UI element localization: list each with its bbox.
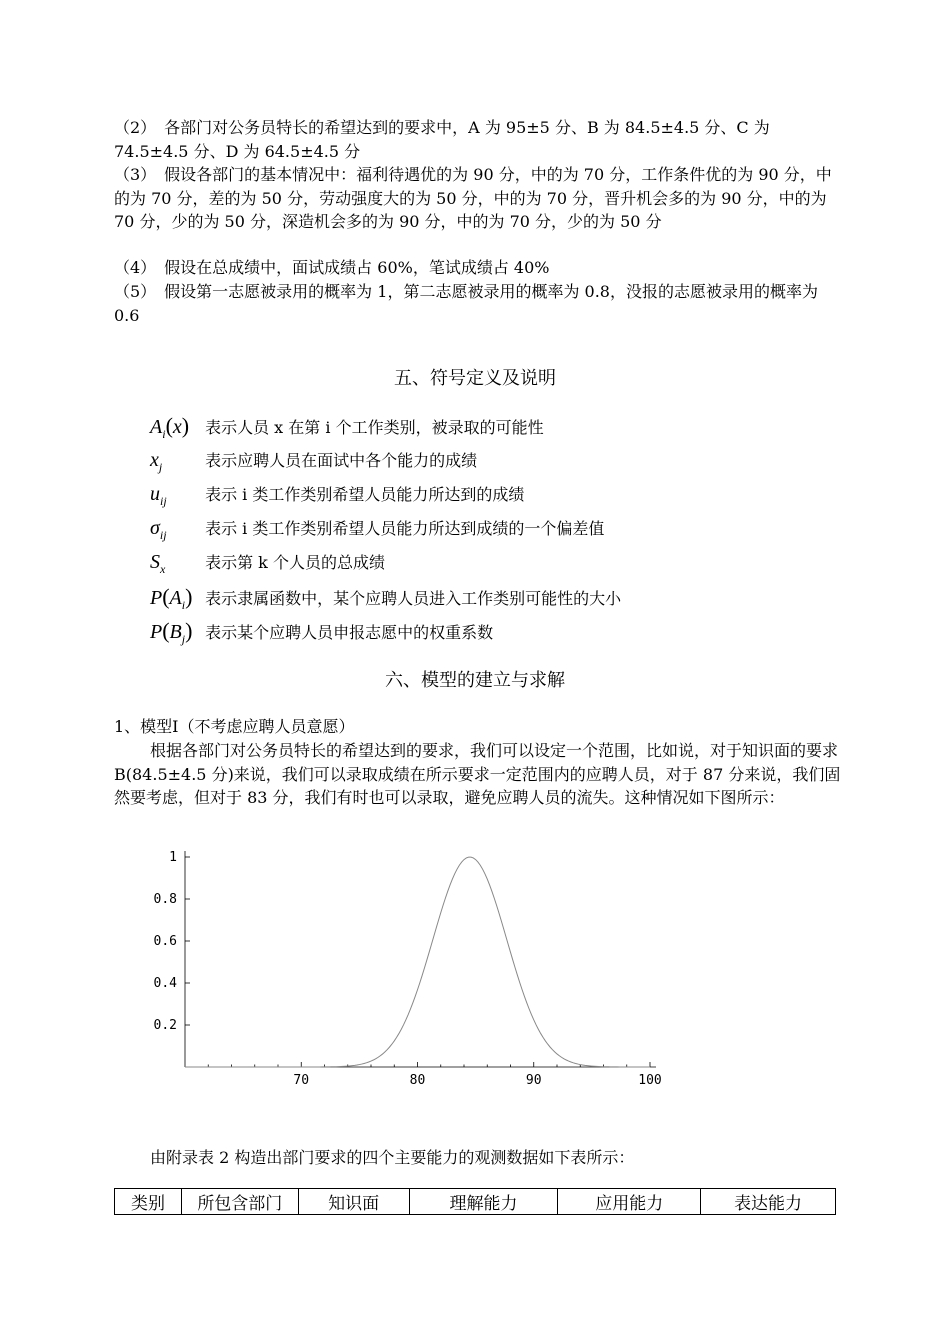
- symbol-row: [150, 448, 477, 480]
- symbol-row: [150, 550, 385, 582]
- x-tick-label: 80: [409, 1073, 426, 1088]
- x-tick-label: 90: [525, 1073, 542, 1088]
- symbol-row: [150, 482, 524, 514]
- header-cell: 所包含部门: [181, 1189, 298, 1215]
- x-tick-label: 100: [638, 1073, 662, 1088]
- y-tick-label: 0.8: [153, 892, 177, 907]
- symbol-desc: 表示某个应聘人员申报志愿中的权重系数: [205, 623, 494, 642]
- chart-axes: [185, 851, 656, 1067]
- assumption-4: （4） 假设在总成绩中，面试成绩占 60%，笔试成绩占 40%: [114, 258, 550, 277]
- assumption-3: （3） 假设各部门的基本情况中：福利待遇优的为 90 分，中的为 70 分，工作条件优的为 90 分，中的为 70 分，差的为 50 分，劳动强度大的为 50 分，中的为 70 分，晋升机会多的为 90 分，中的为 70 分，少的为 50 分，深造机会多的为 90 分，中的为 70 分，少的为 50 分: [114, 165, 832, 231]
- table-header-row: [115, 1189, 836, 1215]
- symbol-u-ij: $u_{ij}$: [150, 483, 167, 508]
- header-cell: 类别: [115, 1189, 182, 1215]
- section-title-model: 六、模型的建立与求解: [385, 670, 565, 691]
- header-cell: 应用能力: [558, 1189, 701, 1215]
- ability-table: [114, 1188, 836, 1215]
- header-cell: 知识面: [298, 1189, 409, 1215]
- symbol-row: [150, 584, 621, 616]
- symbol-sigma-ij: $\sigma_{ij}$: [150, 517, 167, 542]
- symbol-x-j: $x_j$: [150, 449, 163, 474]
- membership-chart: [140, 845, 680, 1095]
- symbol-desc: 表示 i 类工作类别希望人员能力所达到的成绩: [205, 485, 525, 504]
- symbol-desc: 表示应聘人员在面试中各个能力的成绩: [205, 451, 478, 470]
- header-cell: 表达能力: [701, 1189, 836, 1215]
- y-tick-label: 0.6: [153, 934, 177, 949]
- symbol-a-i-x: $A_i(x)$: [150, 413, 190, 441]
- model-paragraph: 根据各部门对公务员特长的希望达到的要求，我们可以设定一个范围，比如说，对于知识面的要求 B(84.5±4.5 分)来说，我们可以录取成绩在所示要求一定范围内的应聘人员，对于 87 分来说，我们固然要考虑，但对于 83 分，我们有时也可以录取，避免应聘人员的流失。这种情况如下图所示：: [114, 741, 841, 807]
- symbol-desc: 表示隶属函数中，某个应聘人员进入工作类别可能性的大小: [205, 589, 622, 608]
- symbol-desc: 表示第 k 个人员的总成绩: [205, 553, 385, 572]
- symbol-row: [150, 413, 544, 445]
- y-tick-label: 1: [169, 850, 177, 865]
- symbol-p-b-j: $P(B_j)$: [150, 618, 193, 646]
- section-title-symbols: 五、符号定义及说明: [394, 368, 556, 389]
- table-intro: 由附录表 2 构造出部门要求的四个主要能力的观测数据如下表所示：: [150, 1148, 635, 1167]
- assumption-2: （2） 各部门对公务员特长的希望达到的要求中，A 为 95±5 分、B 为 84.5±4.5 分、C 为 74.5±4.5 分、D 为 64.5±4.5 分: [114, 118, 770, 161]
- assumption-5: （5） 假设第一志愿被录用的概率为 1，第二志愿被录用的概率为 0.8，没报的志愿被录用的概率为 0.6: [114, 282, 818, 325]
- y-tick-label: 0.2: [153, 1018, 177, 1033]
- symbol-p-a-i: $P(A_i)$: [150, 584, 193, 612]
- header-cell: 理解能力: [409, 1189, 558, 1215]
- symbol-row: [150, 516, 604, 548]
- membership-curve: [185, 857, 650, 1067]
- x-tick-label: 70: [293, 1073, 310, 1088]
- symbol-desc: 表示 i 类工作类别希望人员能力所达到成绩的一个偏差值: [205, 519, 605, 538]
- symbol-s-x: $S_x$: [150, 551, 166, 576]
- y-tick-label: 0.4: [153, 976, 177, 991]
- symbol-row: [150, 618, 493, 650]
- model-label: 1、模型Ⅰ（不考虑应聘人员意愿）: [114, 717, 355, 736]
- symbol-desc: 表示人员 x 在第 i 个工作类别，被录取的可能性: [205, 418, 544, 437]
